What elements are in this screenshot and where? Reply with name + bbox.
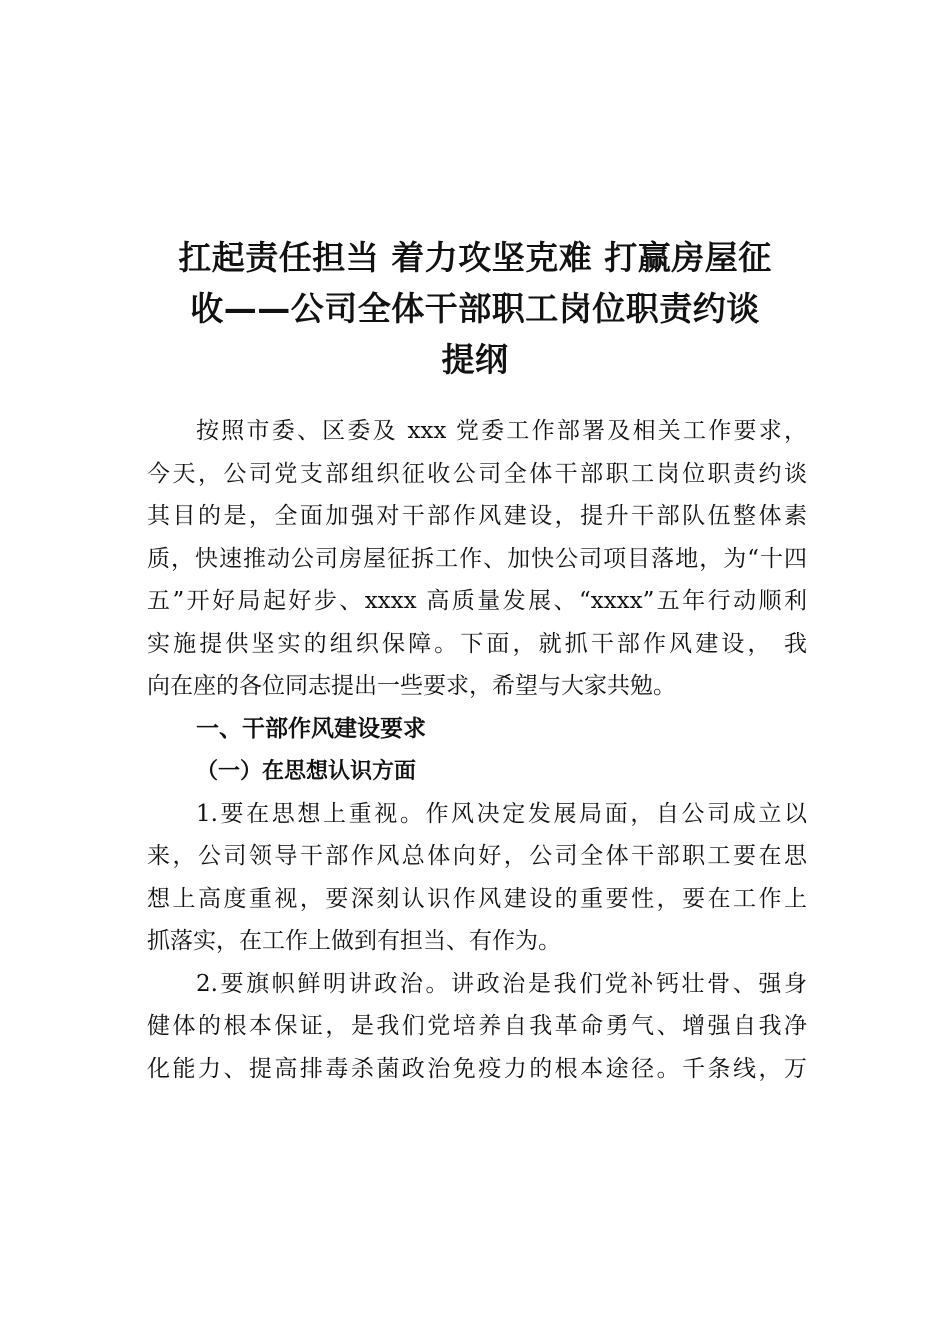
section-heading: 一、干部作风建设要求 (196, 715, 426, 742)
paragraph-line: 抓落实，在工作上做到有担当、有作为。 (147, 928, 561, 954)
title-line: 扛起责任担当 着力攻坚克难 打赢房屋征 (178, 238, 772, 277)
paragraph-line: 化能力、提高排毒杀菌政治免疫力的根本途径。千条线，万 (147, 1055, 807, 1082)
paragraph-line: 五”开好局起好步、xxxx 高质量发展、“xxxx”五年行动顺利 (147, 588, 807, 614)
document-body (147, 410, 807, 1090)
title-line: 收——公司全体干部职工岗位职责约谈 (190, 289, 760, 328)
paragraph-line: 健体的根本保证，是我们党培养自我革命勇气、增强自我净 (147, 1013, 807, 1039)
paragraph-line: 2.要旗帜鲜明讲政治。讲政治是我们党补钙壮骨、强身 (196, 970, 807, 997)
item-2-paragraph (147, 963, 807, 1091)
paragraph-line: 其目的是，全面加强对干部作风建设，提升干部队伍整体素 (147, 503, 807, 529)
paragraph-line: 1.要在思想上重视。作风决定发展局面，自公司成立以 (196, 800, 807, 827)
paragraph-line: 实施提供坚实的组织保障。下面，就抓干部作风建设， 我 (147, 630, 807, 657)
paragraph-line: 今天，公司党支部组织征收公司全体干部职工岗位职责约谈 (147, 460, 807, 487)
item-1-paragraph (147, 793, 807, 963)
paragraph-line: 质，快速推动公司房屋征拆工作、加快公司项目落地，为“十四 (147, 545, 807, 572)
intro-paragraph (147, 410, 807, 708)
paragraph-line: 来，公司领导干部作风总体向好，公司全体干部职工要在思 (147, 843, 807, 869)
document-title (140, 232, 810, 385)
paragraph-line: 按照市委、区委及 xxx 党委工作部署及相关工作要求， (196, 418, 807, 444)
subsection-heading: （一）在思想认识方面 (196, 758, 417, 784)
paragraph-line: 向在座的各位同志提出一些要求，希望与大家共勉。 (147, 673, 676, 699)
title-line: 提纲 (441, 340, 509, 379)
paragraph-line: 想上高度重视，要深刻认识作风建设的重要性，要在工作上 (147, 885, 807, 912)
